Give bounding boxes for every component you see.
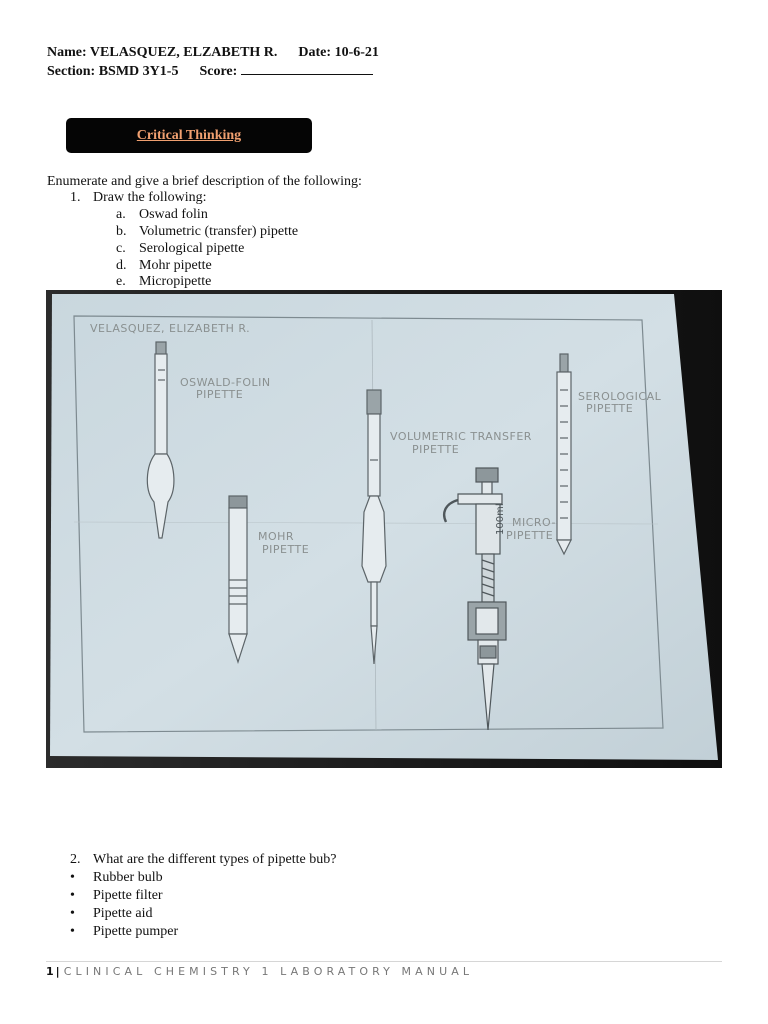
serological-pipette-sketch [557,354,571,554]
score-label: Score: [199,64,238,79]
list-item-text: Oswad folin [139,207,208,222]
list-item-text: Mohr pipette [139,258,212,273]
micropipette-volume: 100ml [495,503,506,535]
list-item-text: Volumetric (transfer) pipette [139,224,299,239]
bullet-text: Pipette aid [93,906,153,921]
mohr-label-1: MOHR [258,530,295,543]
mohr-pipette-sketch [229,496,247,662]
list-item-text: Serological pipette [139,241,245,256]
list-item-label: c. [116,241,126,256]
name-date-line [47,45,379,61]
volumetric-label-1: VOLUMETRIC TRANSFER [390,430,532,443]
question2-text: What are the different types of pipette bub? [93,852,337,867]
mohr-label-2: PIPETTE [262,543,310,556]
list-item-label: b. [116,224,127,239]
list-item-text: Micropipette [139,274,212,289]
footer-separator: | [55,965,60,978]
serological-label-1: SEROLOGICAL [578,390,662,403]
oswald-label-2: PIPETTE [196,388,244,401]
question1-text: Draw the following: [93,190,207,205]
section-value: BSMD 3Y1-5 [98,64,179,79]
micro-label-2: PIPETTE [506,529,554,542]
serological-label-2: PIPETTE [586,402,634,415]
bullet-text: Rubber bulb [93,870,163,885]
section-score-line [47,62,373,80]
question1-number: 1. [70,190,81,205]
bullet-text: Pipette filter [93,888,163,903]
score-blank[interactable] [241,62,373,75]
question2-number: 2. [70,852,81,867]
drawing-student-name: VELASQUEZ, ELIZABETH R. [90,322,251,335]
instructions-text: Enumerate and give a brief description of the following: [47,174,362,189]
list-item-label: e. [116,274,126,289]
bullet-text: Pipette pumper [93,924,179,939]
critical-thinking-banner [66,118,312,153]
footer-title: CLINICAL CHEMISTRY 1 LABORATORY MANUAL [63,965,474,978]
name-label: Name: [47,45,87,60]
date-value: 10-6-21 [334,45,379,60]
list-item-label: d. [116,258,127,273]
page-number: 1 [46,965,54,978]
banner-title: Critical Thinking [136,127,242,143]
volumetric-label-2: PIPETTE [412,443,460,456]
page-footer [46,965,473,978]
section-label: Section: [47,64,96,79]
oswald-label-1: OSWALD-FOLIN [180,376,271,389]
micro-label-1: MICRO- [512,516,556,529]
pipette-drawing-photo [46,290,722,768]
footer-divider [46,961,722,962]
date-label: Date: [298,45,332,60]
list-item-label: a. [116,207,126,222]
name-value: VELASQUEZ, ELZABETH R. [89,45,278,60]
